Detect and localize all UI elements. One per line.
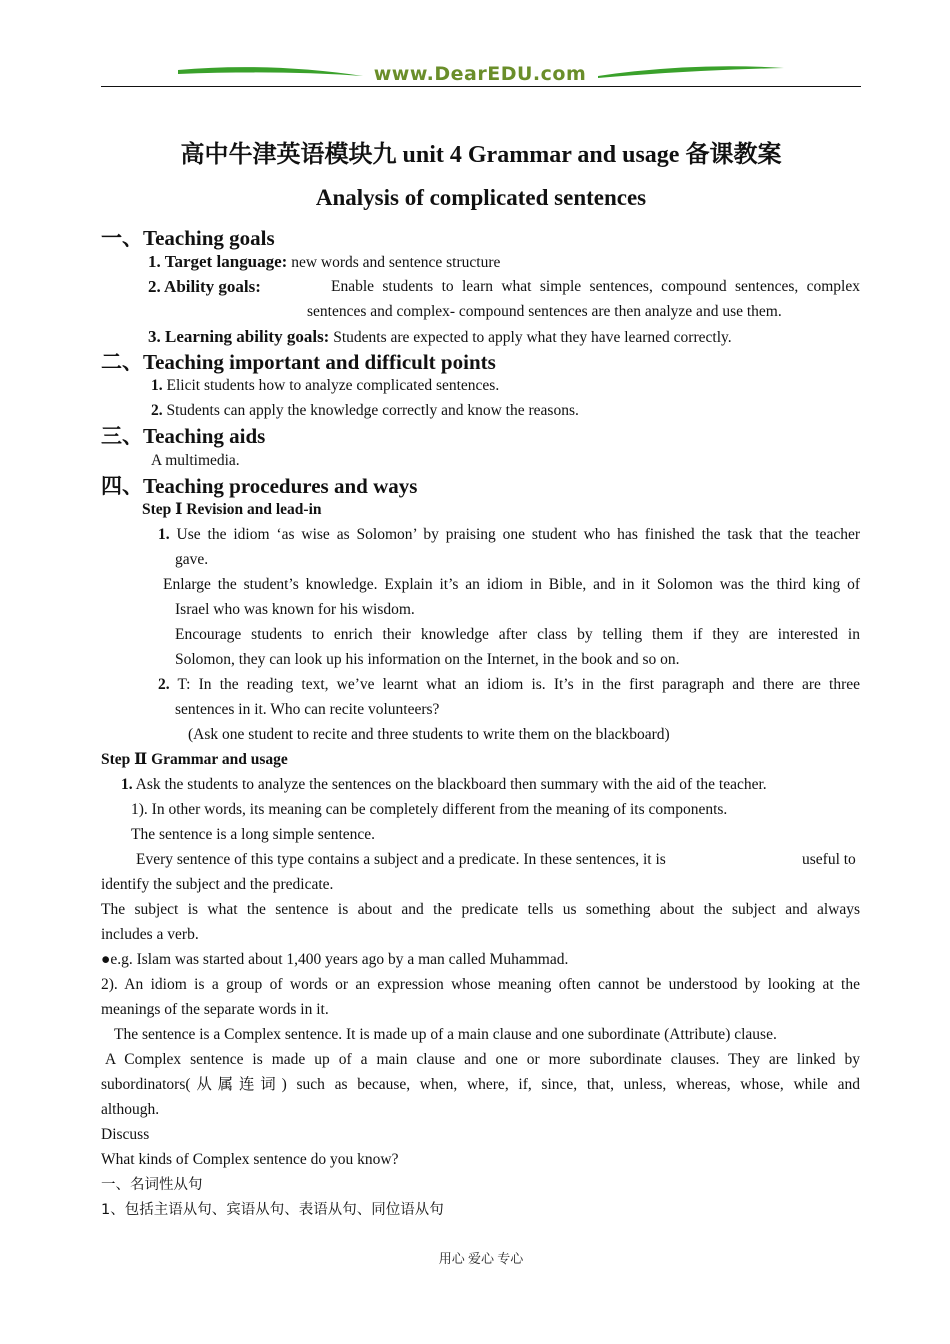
grammar-line-l: A Complex sentence is made up of a main clause and one or more subordinate clauses. They are linked by [105, 1051, 860, 1068]
step1-item1-a [158, 525, 860, 545]
section-teaching-goals-heading: 一、Teaching goals [101, 226, 275, 250]
page-footer: 用心 爱心 专心 [438, 1251, 524, 1266]
goal-2-text-a: Enable students to learn what simple sentences, compound sentences, complex [331, 278, 860, 295]
grammar-line-k: The sentence is a Complex sentence. It is made up of a main clause and one subordinate (Attribute) clause. [114, 1026, 777, 1043]
point-2-num: 2. [151, 402, 163, 419]
goal-2 [148, 277, 860, 298]
step-2-heading: Step Ⅱ Grammar and usage [101, 751, 288, 768]
point-2 [151, 401, 579, 421]
grammar-item1 [121, 775, 767, 795]
grammar-line-c: The sentence is a long simple sentence. [131, 826, 376, 843]
step1-item2-a [158, 675, 860, 695]
goal-3 [148, 327, 732, 348]
page-subtitle: Analysis of complicated sentences [315, 185, 647, 210]
section-important-points-heading: 二、Teaching important and difficult points [101, 350, 496, 374]
step1-item1-b: gave. [175, 551, 209, 568]
goal-3-text: Students are expected to apply what they have learned correctly. [329, 329, 732, 346]
step1-item1-f: Solomon, they can look up his information on the Internet, in the book and so on. [175, 651, 680, 668]
section-procedures-heading: 四、Teaching procedures and ways [101, 474, 418, 498]
point-2-text: Students can apply the knowledge correctly and know the reasons. [162, 402, 579, 419]
discuss-question: What kinds of Complex sentence do you know? [101, 1151, 399, 1168]
grammar-line-g: includes a verb. [101, 926, 199, 943]
point-1-num: 1. [151, 377, 163, 394]
step1-item1-c: Enlarge the student’s knowledge. Explain it’s an idiom in Bible, and in it Solomon was the third king of [163, 576, 860, 593]
goal-3-label: 3. Learning ability goals: [148, 327, 330, 346]
step1-item1-num: 1. [158, 526, 170, 543]
step1-item2-b: sentences in it. Who can recite volunteers? [175, 701, 440, 718]
step1-item2-c: (Ask one student to recite and three students to write them on the blackboard) [188, 726, 670, 743]
goal-1-label: 1. Target language: [148, 252, 288, 271]
step1-item2-num: 2. [158, 676, 170, 693]
grammar-line-m: subordinators(从属连词) such as because, when, where, if, since, that, unless, whereas, whose, while and [101, 1076, 860, 1093]
grammar-line-f: The subject is what the sentence is about and the predicate tells us something about the subject and always [101, 901, 860, 918]
header-logo-text: www.DearEDU.com [373, 63, 587, 85]
point-1 [151, 376, 499, 396]
step1-item2-text: T: In the reading text, we’ve learnt what an idiom is. It’s in the first paragraph and there are three [169, 676, 860, 693]
step1-item1-d: Israel who was known for his wisdom. [175, 601, 415, 618]
grammar-item1-text: Ask the students to analyze the sentences on the blackboard then summary with the aid of the teacher. [132, 776, 767, 793]
page-title: 高中牛津英语模块九 unit 4 Grammar and usage 备课教案 [180, 142, 782, 168]
noun-clause-types: 1、包括主语从句、宾语从句、表语从句、同位语从句 [101, 1202, 444, 1218]
step-1-heading: Step Ⅰ Revision and lead-in [142, 501, 322, 518]
teaching-aids-text: A multimedia. [151, 452, 240, 469]
discuss-label: Discuss [101, 1126, 150, 1143]
grammar-item1-num: 1. [121, 776, 133, 793]
grammar-line-d1: Every sentence of this type contains a subject and a predicate. In these sentences, it is [136, 851, 666, 868]
goal-2-label: 2. Ability goals: [148, 277, 261, 296]
section-teaching-aids-heading: 三、Teaching aids [101, 424, 266, 448]
right-swoosh [598, 66, 784, 78]
point-1-text: Elicit students how to analyze complicated sentences. [162, 377, 500, 394]
grammar-line-j: meanings of the separate words in it. [101, 1001, 329, 1018]
grammar-line-i: 2). An idiom is a group of words or an expression whose meaning often cannot be understood by looking at the [101, 976, 860, 993]
grammar-line-e: identify the subject and the predicate. [101, 876, 334, 893]
header-rule [101, 86, 861, 87]
goal-2-text-b: sentences and complex- compound sentences are then analyze and use them. [307, 303, 782, 320]
left-swoosh [178, 67, 363, 76]
step1-item1-text: Use the idiom ‘as wise as Solomon’ by praising one student who has finished the task that the teacher [169, 526, 860, 543]
grammar-line-b: 1). In other words, its meaning can be completely different from the meaning of its components. [131, 801, 728, 818]
goal-1 [148, 252, 500, 273]
noun-clause-heading: 一、名词性从句 [101, 1177, 203, 1193]
step1-item1-e: Encourage students to enrich their knowledge after class by telling them if they are interested in [175, 626, 860, 643]
grammar-line-d2: useful to [802, 851, 856, 868]
goal-1-text: new words and sentence structure [287, 254, 501, 271]
grammar-line-n: although. [101, 1101, 160, 1118]
grammar-example: ●e.g. Islam was started about 1,400 years ago by a man called Muhammad. [101, 951, 569, 968]
